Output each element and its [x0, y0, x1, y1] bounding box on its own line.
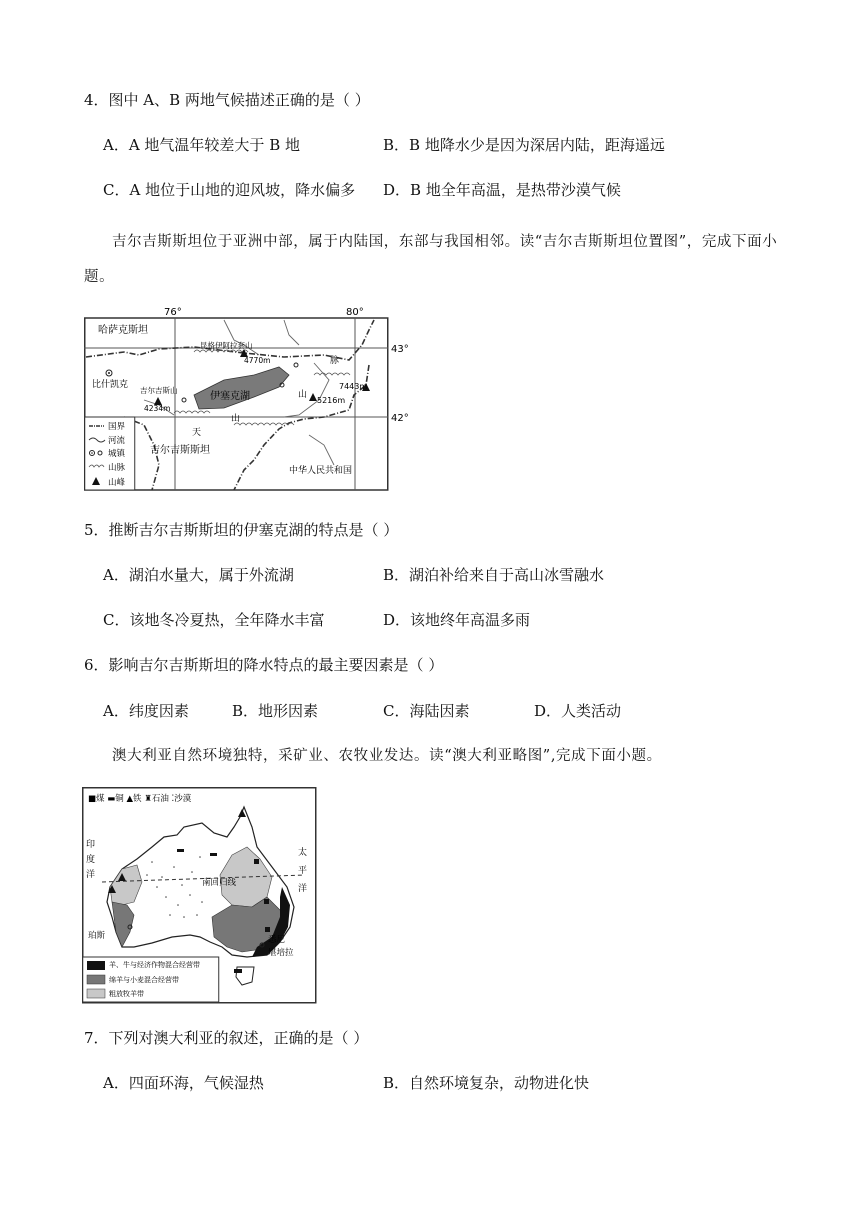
indian-ocean-char-1: 印	[86, 840, 96, 850]
peak-4770-label: 4770m	[244, 356, 271, 365]
q7-option-b: B．自然环境复杂，动物进化快	[383, 1074, 590, 1092]
indian-ocean-char-2: 度	[86, 855, 96, 865]
legend-range: 山脉	[108, 463, 126, 473]
kyrgyzstan-location-map	[84, 305, 409, 493]
q4-option-b: B．B 地降水少是因为深居内陆，距海遥远	[383, 136, 665, 154]
q5-option-b: B．湖泊补给来自于高山冰雪融水	[383, 566, 605, 584]
peak-4234-label: 4234m	[144, 404, 171, 413]
china-label: 中华人民共和国	[289, 466, 353, 476]
intro-australia: 澳大利亚自然环境独特，采矿业、农牧业发达。读“澳大利亚略图”,完成下面小题。	[112, 748, 662, 764]
q5-option-c: C．该地冬冷夏热，全年降水丰富	[103, 611, 325, 629]
perth-label: 珀斯	[88, 931, 106, 941]
pacific-ocean-char-1: 太	[298, 848, 308, 858]
lat-43-label: 43°	[391, 344, 409, 355]
q6-option-d: D．人类活动	[534, 702, 622, 720]
canberra-label: 堪培拉	[268, 948, 294, 958]
kazakhstan-label: 哈萨克斯坦	[98, 325, 148, 336]
australia-sketch-map	[82, 787, 318, 1005]
range-char-mai: 脉	[330, 356, 340, 366]
lon-76-label: 76°	[164, 307, 182, 318]
peak-5216-label: 5216m	[317, 396, 346, 405]
q7-stem: 7．下列对澳大利亚的叙述，正确的是（ ）	[84, 1029, 369, 1047]
q4-option-c: C．A 地位于山地的迎风坡，降水偏多	[103, 181, 356, 199]
sydney-label: 悉尼	[268, 935, 286, 945]
q7-option-a: A．四面环海，气候湿热	[103, 1074, 264, 1092]
legend-peak: 山峰	[108, 478, 126, 488]
indian-ocean-char-3: 洋	[86, 870, 96, 880]
legend-town: 城镇	[108, 449, 126, 459]
legend-sheep-wheat-belt: 绵羊与小麦混合经营带	[109, 976, 179, 984]
q6-option-c: C．海陆因素	[383, 702, 470, 720]
q4-stem: 4．图中 A、B 两地气候描述正确的是（ ）	[84, 91, 370, 109]
issyk-kul-label: 伊塞克湖	[210, 391, 250, 402]
legend-river: 河流	[108, 436, 126, 446]
q6-stem: 6．影响吉尔吉斯斯坦的降水特点的最主要因素是（ ）	[84, 656, 444, 674]
q6-option-a: A．纬度因素	[103, 702, 189, 720]
bishkek-label: 比什凯克	[92, 380, 129, 390]
peak-7443-label: 7443m	[339, 382, 368, 391]
range-char-shan-1: 山	[298, 390, 308, 400]
q4-option-d: D．B 地全年高温，是热带沙漠气候	[383, 181, 621, 199]
peak-kungey-label: 昆格伊阿拉套山	[200, 341, 253, 350]
q5-stem: 5．推断吉尔吉斯斯坦的伊塞克湖的特点是（ ）	[84, 521, 399, 539]
intro-kyrgyzstan: 吉尔吉斯斯坦位于亚洲中部，属于内陆国，东部与我国相邻。读“吉尔吉斯斯坦位置图”，完成下面小题。	[84, 234, 778, 285]
kyrgyz-mtn-label: 吉尔吉斯山	[140, 386, 178, 395]
kyrgyzstan-label: 吉尔吉斯斯坦	[150, 445, 210, 456]
q5-option-a: A．湖泊水量大，属于外流湖	[103, 566, 294, 584]
map2-legend-top: ■煤 ▬铜 ▲铁 ♜石油 ⁚沙漠	[88, 794, 192, 804]
lon-80-label: 80°	[346, 307, 364, 318]
pacific-ocean-char-2: 平	[298, 866, 308, 876]
range-char-tian: 天	[192, 428, 202, 438]
lat-42-label: 42°	[391, 413, 409, 424]
pacific-ocean-char-3: 洋	[298, 884, 308, 894]
q5-option-d: D．该地终年高温多雨	[383, 611, 531, 629]
tropic-label: 南回归线	[202, 878, 237, 888]
legend-mixed-belt: 羊、牛与经济作物混合经营带	[109, 961, 200, 969]
legend-extensive-sheep-belt: 粗放牧羊带	[109, 990, 144, 998]
q6-option-b: B．地形因素	[232, 702, 319, 720]
legend-border: 国界	[108, 422, 126, 432]
q4-option-a: A．A 地气温年较差大于 B 地	[103, 136, 300, 154]
range-char-shan-2: 山	[231, 414, 241, 424]
